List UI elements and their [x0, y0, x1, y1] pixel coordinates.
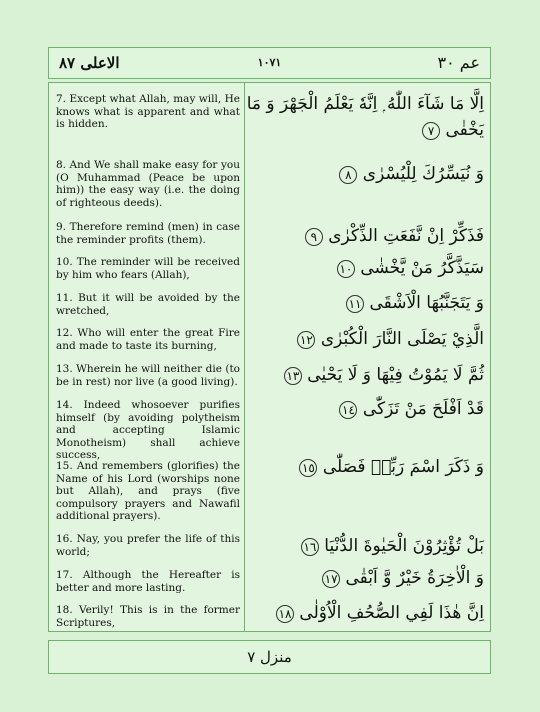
ayah-mark-13: ١٣ [284, 367, 302, 385]
ayah-mark-9: ٩ [305, 228, 323, 246]
arabic-17: وَ الْاٰخِرَةُ خَيْرٌ وَّ اَبْقٰى ١٧ [254, 565, 484, 591]
translation-12: 12. Who will enter the great Fire and made to taste its burning, [56, 327, 240, 352]
arabic-7-cont: يَخْفٰى ٧ [254, 117, 484, 143]
translation-16: 16. Nay, you prefer the life of this world; [56, 533, 240, 558]
translation-17: 17. Although the Hereafter is better and more lasting. [56, 569, 240, 594]
translation-11: 11. But it will be avoided by the wretched, [56, 292, 240, 317]
arabic-12: الَّذِيْ يَصْلَى النَّارَ الْكُبْرٰى ١٢ [254, 326, 484, 352]
column-divider [244, 83, 245, 631]
ayah-mark-14: ١٤ [339, 401, 357, 419]
ayah-mark-18: ١٨ [276, 605, 294, 623]
manzil-label: منزل ٧ [247, 648, 292, 666]
translation-18: 18. Verily! This is in the former Scriptures, [56, 604, 240, 629]
ayah-mark-8: ٨ [339, 166, 357, 184]
page-header [48, 47, 491, 79]
translation-14: 14. Indeed whosoever purifies himself (by avoiding polytheism and accepting Islamic Monotheism) shall achieve success, [56, 399, 240, 461]
arabic-10: سَيَذَّكَّرُ مَنْ يَّخْشٰى ١٠ [254, 255, 484, 281]
arabic-18: اِنَّ هٰذَا لَفِي الصُّحُفِ الْاُوْلٰى ١٨ [254, 600, 484, 626]
arabic-9: فَذَكِّرْ اِنْ نَّفَعَتِ الذِّكْرٰى ٩ [254, 223, 484, 249]
arabic-8: وَ نُيَسِّرُكَ لِلْيُسْرٰى ٨ [254, 161, 484, 187]
translation-10: 10. The reminder will be received by him who fears (Allah), [56, 256, 240, 281]
page-footer [48, 640, 491, 674]
translation-8: 8. And We shall make easy for you (O Muhammad (Peace be upon him)) the easy way (i.e. the doing of righteous deeds). [56, 159, 240, 209]
verse-panel [48, 82, 491, 632]
arabic-15: وَ ذَكَرَ اسْمَ رَبِّهٖ فَصَلّٰى ١٥ [254, 454, 484, 480]
translation-13: 13. Wherein he will neither die (to be in rest) nor live (a good living). [56, 363, 240, 388]
arabic-14: قَدْ اَفْلَحَ مَنْ تَزَكّٰى ١٤ [254, 396, 484, 422]
page-number: ١٠٧١ [257, 56, 282, 69]
arabic-13: ثُمَّ لَا يَمُوْتُ فِيْهَا وَ لَا يَحْيٰى ١٣ [254, 362, 484, 388]
arabic-16: بَلْ تُؤْثِرُوْنَ الْحَيٰوةَ الدُّنْيَا ١٦ [254, 533, 484, 559]
translation-7: 7. Except what Allah, may will, He knows what is apparent and what is hidden. [56, 93, 240, 130]
surah-label: الاعلى ٨٧ [59, 54, 120, 72]
ayah-mark-15: ١٥ [299, 459, 317, 477]
translation-15: 15. And remembers (glorifies) the Name of his Lord (worships none but Allah), and prays (five compulsory prayers and Nawafil additional prayers). [56, 460, 240, 522]
ayah-mark-10: ١٠ [337, 260, 355, 278]
arabic-7: اِلَّا مَا شَآءَ اللّٰهُ ۭ اِنَّهٗ يَعْلَمُ الْجَهْرَ وَ مَا [246, 94, 484, 114]
arabic-11: وَ يَتَجَنَّبُهَا الْاَشْقَى ١١ [254, 290, 484, 316]
ayah-mark-7: ٧ [422, 122, 440, 140]
translation-9: 9. Therefore remind (men) in case the reminder profits (them). [56, 221, 240, 246]
ayah-mark-12: ١٢ [297, 331, 315, 349]
ayah-mark-11: ١١ [346, 295, 364, 313]
ayah-mark-17: ١٧ [322, 570, 340, 588]
ayah-mark-16: ١٦ [301, 538, 319, 556]
juz-label: عم ٣٠ [437, 53, 480, 72]
